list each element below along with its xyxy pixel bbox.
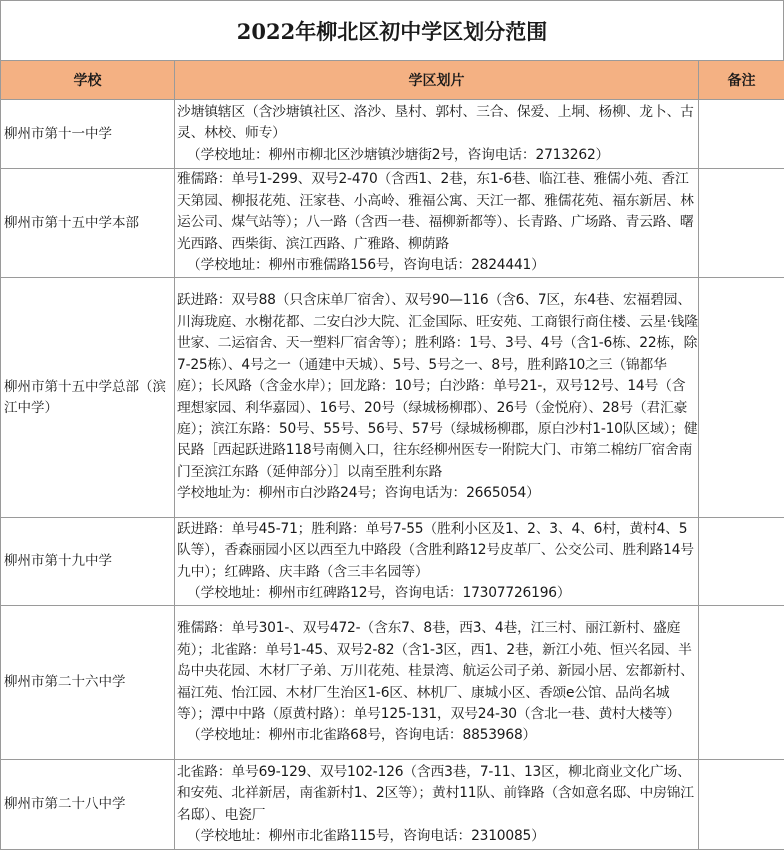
note-cell — [699, 169, 784, 278]
zone-text: 跃进路：双号88（只含床单厂宿舍）、双号90—116（含6、7区，东4巷、宏福碧园、川海珑庭、水榭花都、二安白沙大院、汇金国际、旺安苑、工商银行商住楼、云星·钱隆世家、二运宿舍、天一塑料厂宿舍等）；胜利路：1号、3号、4号（含1-6栋、22栋，除7-25栋）、4号之一（通建中天城）、5号、5号之一、8号，胜利路10之三（锦都华庭）；长风路（含金水岸）；回龙路：10号；白沙路：单号21-，双号12号、14号（含理想家园、利华嘉园）、16号、20号（绿城杨柳郡）、26号（金悦府）、28号（君汇豪庭）；滨江东路：50号、55号、56号、57号（绿城杨柳郡，原白沙村1-10队区域）；健民路［西起跃进路118号南侧入口，往东经柳州医专一附院大门、市第二棉纺厂宿舍南门至滨江东路（延伸部分）］以南至胜利东路 — [177, 292, 698, 480]
school-address: （学校地址：柳州市红碑路12号，咨询电话：17307726196） — [187, 584, 571, 601]
zone-text: 雅儒路：单号301-、双号472-（含东7、8巷，西3、4巷，江三村、丽江新村、盛庭苑）；北雀路：单号1-45、双号2-82（含1-3区，西1、2巷，新江小苑、恒兴名园、半岛中央花园、木材厂子弟、万川花苑、桂景湾、航运公司子弟、新园小居、宏都新村、福江苑、怡江园、木材厂生治区1-6区、林机厂、康城小区、香颂e公馆、品尚名城等）；潭中中路（原黄村路）：单号125-131，双号24-30（含北一巷、黄村大楼等） — [177, 620, 694, 722]
school-address: （学校地址：柳州市雅儒路156号，咨询电话：2824441） — [187, 257, 545, 274]
table-row — [1, 760, 784, 850]
zone-cell — [175, 169, 699, 278]
header-note: 备注 — [699, 61, 784, 100]
school-address: 学校地址为：柳州市白沙路24号；咨询电话为：2665054） — [177, 485, 540, 502]
table-row — [1, 169, 784, 278]
note-cell — [699, 518, 784, 606]
school-name: 柳州市第二十八中学 — [1, 760, 175, 850]
zone-cell — [175, 278, 699, 518]
page-title: 2022年柳北区初中学区划分范围 — [0, 0, 784, 61]
table-row — [1, 100, 784, 169]
zone-cell — [175, 760, 699, 850]
table-row — [1, 518, 784, 606]
zone-cell — [175, 100, 699, 169]
school-name: 柳州市第二十六中学 — [1, 606, 175, 760]
school-name: 柳州市第十五中学本部 — [1, 169, 175, 278]
header-school: 学校 — [1, 61, 175, 100]
zone-text: 沙塘镇辖区（含沙塘镇社区、洛沙、垦村、郭村、三合、保爱、上垌、杨柳、龙卜、古灵、林校、师专） — [177, 103, 694, 142]
note-cell — [699, 606, 784, 760]
school-address: （学校地址：柳州市北雀路115号，咨询电话：2310085） — [187, 827, 545, 844]
table-row — [1, 606, 784, 760]
school-address: （学校地址：柳州市柳北区沙塘镇沙塘街2号，咨询电话：2713262） — [187, 146, 610, 163]
zone-text: 雅儒路：单号1-299、双号2-470（含西1、2巷，东1-6巷、临江巷、雅儒小苑、香江天第园、柳报花苑、汪家巷、小高岭、雅福公寓、天江一都、雅儒花苑、福东新居、林运公司、煤气站等）；八一路（含西一巷、福柳新都等）、长青路、广场路、青云路、曙光西路、西柴街、滨江西路、广雅路、柳荫路 — [177, 171, 694, 252]
school-address: （学校地址：柳州市北雀路68号，咨询电话：8853968） — [187, 727, 537, 744]
header-zone: 学区划片 — [175, 61, 699, 100]
table-row — [1, 278, 784, 518]
zone-cell — [175, 518, 699, 606]
school-name: 柳州市第十九中学 — [1, 518, 175, 606]
zone-text: 跃进路：单号45-71；胜利路：单号7-55（胜利小区及1、2、3、4、6村，黄村4、5队等），香森丽园小区以西至九中路段（含胜利路12号皮革厂、公交公司、胜利路14号九中）；红碑路、庆丰路（含三丰名园等） — [177, 520, 694, 580]
zone-text: 北雀路：单号69-129、双号102-126（含西3巷，7-11、13区，柳北商业文化广场、和安苑、北祥新居，南雀新村1、2区等）；黄村11队、前锋路（含如意名邸、中房锦江名邸）、电瓷厂 — [177, 763, 694, 823]
note-cell — [699, 100, 784, 169]
table-header-row — [1, 61, 784, 100]
school-name: 柳州市第十五中学总部（滨江中学） — [1, 278, 175, 518]
note-cell — [699, 760, 784, 850]
note-cell — [699, 278, 784, 518]
zone-cell — [175, 606, 699, 760]
school-name: 柳州市第十一中学 — [1, 100, 175, 169]
district-table — [0, 60, 784, 850]
